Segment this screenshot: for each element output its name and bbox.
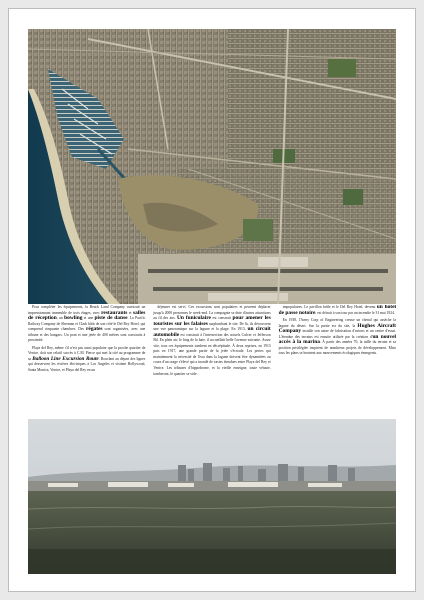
highlight: pour amener les touristes sur les falaises (153, 315, 271, 327)
text-run: , un (56, 316, 65, 321)
aerial-photo (28, 29, 396, 304)
text-run: sont organisées, avec une tribune et des hangars. Un pont et une jetée de 400 mètres sont construits à proximité. (28, 327, 146, 343)
text-run: déjeuner est servi. Ces excursions sont populaires et peuvent déplacer jusqu'à 2000 personnes le week-end. La compagnie se dote d'autres attractions au fil des ans. (153, 305, 271, 321)
text-run: et (127, 310, 134, 315)
paragraph (28, 346, 145, 374)
highlight: un hôtel de passe notoire (278, 305, 396, 316)
text-run: Pour compléter les équipements, la Beach Land Company construit un impressionnant immeuble de trois étages, avec (28, 305, 146, 315)
article-column-1 (28, 305, 145, 415)
ground-photo (28, 419, 396, 574)
text-run: . À partir des années 70, la taille du terrain et sa position privilégiée inspirent de nombreux projets de développement. Mais tous les plans se heurtent aux mouvements écologiques émergents. (278, 340, 396, 356)
highlight: bowling (64, 315, 83, 322)
paragraph (279, 318, 396, 357)
highlight: salles de réception (28, 309, 146, 322)
text-run: Playa del Rey, même s'il n'est pas aussi populaire que la proche quartier de Venice, doit son relatif succès à C.M. Pierce qui met la cité au programme de sa (28, 345, 146, 361)
paragraph (28, 305, 145, 344)
highlight: un nouvel accès à la marina (278, 333, 396, 346)
highlight: piste de danse (94, 315, 128, 322)
highlight: régates (86, 326, 103, 333)
document-page (8, 8, 416, 592)
text-run: est construit à l'intersection des actuels Culver et Jefferson Bd. En plein air, le long de la baie, il accueillait belle l'avenue suivante. Assez vite, tous ces équipements tombent en décrépitude. À deux reprises, en 1913 puis en 1917, une grande partie de la jetée s'écroule. Les pertes qui maintiennent la nécessité de l'eau dans la lagune doivent être dynamitées au cours d'un orage s'élevé qui a inondé de vastes étendues entre Playa del Rey et Venice. Les tribunes d'hippodrome, et la vieille enseigne, toute vétuste, tomberont, le quartier se vide. (153, 332, 271, 376)
paragraph (279, 305, 396, 316)
text-run: . Bouclant au départ des lignes qui desservent les rivières électriques à Los Angeles et visitent Hollywood, Santa Monica, Venice, et Playa del Rey en un (28, 356, 146, 373)
article-column-3 (279, 305, 396, 415)
text-run: installe son usine de fabrication d'avions et un centre d'essai. L'étendue des terrains est ensuite utilisée par la création d' (278, 329, 396, 339)
text-run: et une (82, 316, 95, 321)
text-run: , est détruit à son tour par un incendie le 31 mai 1924. (315, 310, 395, 315)
text-run: surplombant le site. De là, ils découvrent une vue panoramique sur la lagune et la plage. En 1913, (153, 321, 271, 332)
article-column-2 (153, 305, 270, 415)
article-columns (28, 305, 396, 415)
text-run: En 1938, l'Army Corp of Engineering creuse un chenal qui assèche la lagune du désert. Sur la partie est du site, la (278, 318, 396, 328)
highlight: un circuit automobile (153, 326, 271, 338)
highlight: Un funiculaire (176, 315, 211, 322)
highlight: Balloon Line Excursion Route (32, 355, 99, 362)
highlight: Hughes Aircraft Company (278, 322, 396, 335)
text-run: est construit (210, 316, 233, 321)
paragraph (153, 305, 270, 377)
text-run: . La Pacific Railway Company de Sherman et Clark bâtit de son côté le Del Rey Hotel, qui comprend cinquante chambres. Des (28, 316, 146, 332)
highlight: restaurants (101, 309, 128, 316)
text-run: impopulaires. Le pavillon brûle et le Del Rey Hotel, devenu (282, 305, 377, 309)
